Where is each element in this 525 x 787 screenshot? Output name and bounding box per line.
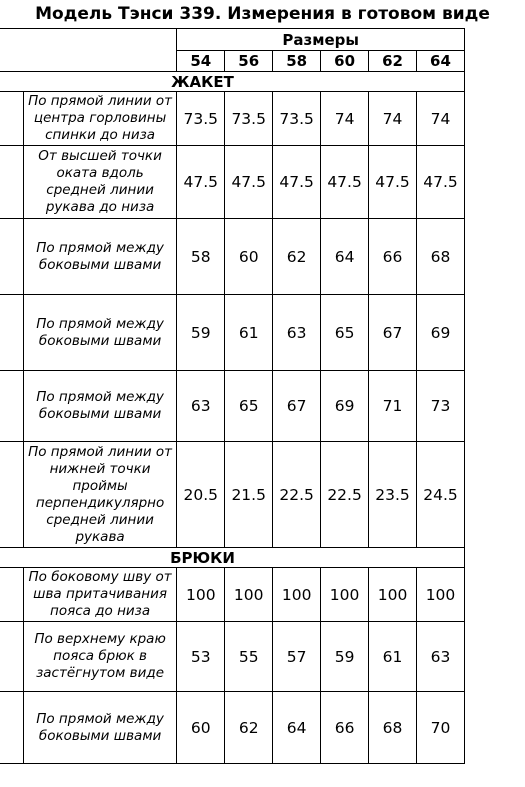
value-cell: 61 — [369, 622, 417, 692]
row-label — [0, 92, 23, 146]
table-row — [0, 92, 465, 146]
value-cell: 73.5 — [273, 92, 321, 146]
section-title: ЖАКЕТ — [0, 72, 465, 92]
value-cell: 67 — [369, 295, 417, 371]
value-cell: 74 — [416, 92, 464, 146]
size-cell: 58 — [273, 51, 321, 72]
value-cell: 63 — [177, 371, 225, 442]
row-label — [0, 622, 23, 692]
table-row — [0, 146, 465, 219]
value-cell: 47.5 — [273, 146, 321, 219]
row-description: От высшей точки оката вдоль средней линии рукава до низа — [23, 146, 176, 219]
table-row — [0, 622, 465, 692]
value-cell: 22.5 — [273, 442, 321, 548]
header-name-cell — [0, 29, 177, 72]
value-cell: 63 — [273, 295, 321, 371]
value-cell: 21.5 — [225, 442, 273, 548]
value-cell: 68 — [416, 219, 464, 295]
value-cell: 66 — [369, 219, 417, 295]
section-row — [0, 72, 465, 92]
value-cell: 73 — [416, 371, 464, 442]
value-cell: 60 — [177, 692, 225, 764]
value-cell: 100 — [321, 568, 369, 622]
value-cell: 58 — [177, 219, 225, 295]
row-label — [0, 568, 23, 622]
row-description: По прямой между боковыми швами — [23, 219, 176, 295]
table-row — [0, 442, 465, 548]
size-cell: 64 — [416, 51, 464, 72]
value-cell: 24.5 — [416, 442, 464, 548]
row-description: По прямой линии от нижней точки проймы перпендикулярно средней линии рукава — [23, 442, 176, 548]
row-label — [0, 692, 23, 764]
value-cell: 68 — [369, 692, 417, 764]
value-cell: 64 — [273, 692, 321, 764]
measurements-table — [0, 28, 465, 764]
sizes-label: Размеры — [177, 29, 465, 51]
value-cell: 100 — [416, 568, 464, 622]
row-description: По прямой между боковыми швами — [23, 371, 176, 442]
value-cell: 47.5 — [369, 146, 417, 219]
value-cell: 100 — [369, 568, 417, 622]
value-cell: 61 — [225, 295, 273, 371]
value-cell: 69 — [416, 295, 464, 371]
value-cell: 70 — [416, 692, 464, 764]
row-label — [0, 146, 23, 219]
value-cell: 23.5 — [369, 442, 417, 548]
value-cell: 59 — [321, 622, 369, 692]
value-cell: 47.5 — [416, 146, 464, 219]
row-label — [0, 442, 23, 548]
value-cell: 69 — [321, 371, 369, 442]
value-cell: 53 — [177, 622, 225, 692]
section-title: БРЮКИ — [0, 548, 465, 568]
value-cell: 47.5 — [321, 146, 369, 219]
value-cell: 67 — [273, 371, 321, 442]
value-cell: 73.5 — [177, 92, 225, 146]
row-description: По верхнему краю пояса брюк в застёгнутом виде — [23, 622, 176, 692]
value-cell: 100 — [177, 568, 225, 622]
value-cell: 62 — [273, 219, 321, 295]
value-cell: 65 — [225, 371, 273, 442]
value-cell: 65 — [321, 295, 369, 371]
document-title: Модель Тэнси 339. Измерения в готовом виде — [35, 4, 490, 24]
value-cell: 47.5 — [225, 146, 273, 219]
row-label — [0, 219, 23, 295]
value-cell: 66 — [321, 692, 369, 764]
table-row — [0, 295, 465, 371]
value-cell: 74 — [321, 92, 369, 146]
value-cell: 57 — [273, 622, 321, 692]
size-cell: 60 — [321, 51, 369, 72]
row-label — [0, 371, 23, 442]
table-row — [0, 692, 465, 764]
row-label — [0, 295, 23, 371]
value-cell: 59 — [177, 295, 225, 371]
row-description: По прямой между боковыми швами — [23, 295, 176, 371]
value-cell: 100 — [225, 568, 273, 622]
value-cell: 64 — [321, 219, 369, 295]
size-cell: 62 — [369, 51, 417, 72]
size-cell: 54 — [177, 51, 225, 72]
header-row — [0, 29, 465, 51]
value-cell: 60 — [225, 219, 273, 295]
row-description: По прямой между боковыми швами — [23, 692, 176, 764]
value-cell: 20.5 — [177, 442, 225, 548]
value-cell: 47.5 — [177, 146, 225, 219]
value-cell: 73.5 — [225, 92, 273, 146]
table-row — [0, 371, 465, 442]
value-cell: 74 — [369, 92, 417, 146]
value-cell: 100 — [273, 568, 321, 622]
section-row — [0, 548, 465, 568]
value-cell: 62 — [225, 692, 273, 764]
row-description: По прямой линии от центра горловины спинки до низа — [23, 92, 176, 146]
value-cell: 71 — [369, 371, 417, 442]
table-row — [0, 568, 465, 622]
row-description: По боковому шву от шва притачивания пояса до низа — [23, 568, 176, 622]
value-cell: 22.5 — [321, 442, 369, 548]
table-row — [0, 219, 465, 295]
size-cell: 56 — [225, 51, 273, 72]
value-cell: 55 — [225, 622, 273, 692]
value-cell: 63 — [416, 622, 464, 692]
